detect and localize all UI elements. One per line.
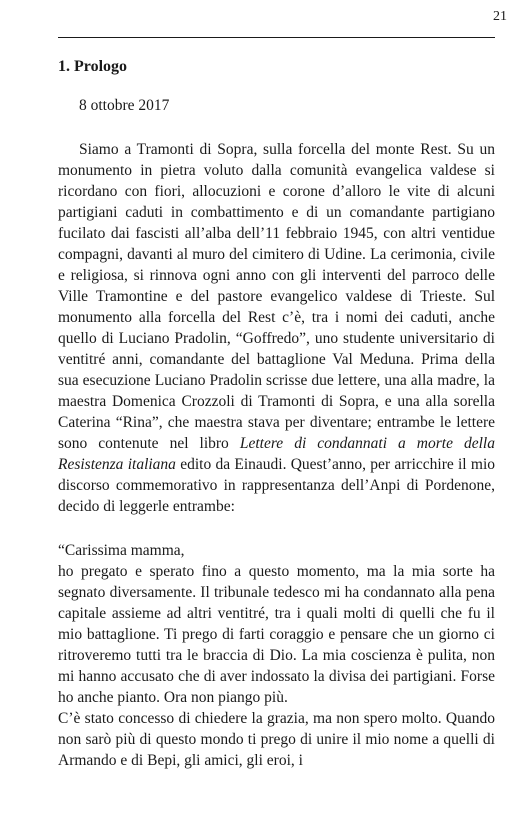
letter-quote bbox=[58, 540, 495, 771]
body-paragraph bbox=[58, 139, 495, 517]
page-content bbox=[58, 56, 495, 771]
letter-paragraph-1: ho pregato e sperato fino a questo momento, ma la mia sorte ha segnato diversamente. Il tribunale tedesco mi ha condannato alla pena capitale assieme ad altri ventitré, tra i quali molti di quelli che fu il mio battaglione. Ti prego di farti coraggio e pensare che un giorno ci ritroveremo tutti tra le braccia di Dio. La mia coscienza è pulita, non mi hanno accusato che di aver indossato la divisa dei partigiani. Forse ho anche pianto. Ora non piango più. bbox=[58, 563, 495, 706]
page-number: 21 bbox=[493, 9, 507, 24]
body-text-part1: Siamo a Tramonti di Sopra, sulla forcella del monte Rest. Su un monumento in pietra voluto dalla comunità evangelica valdese si ricordano con fiori, allocuzioni e corone d’alloro le vite di alcuni partigiani caduti in combattimento e di un comandante partigiano fucilato dai fascisti all’alba dell’11 febbraio 1945, con altri ventidue compagni, davanti al muro del cimitero di Udine. La cerimonia, civile e religiosa, si rinnova ogni anno con gli interventi del parroco delle Ville Tramontine e del pastore evangelico valdese di Trieste. Sul monumento alla forcella del Rest c’è, tra i nomi dei caduti, anche quello di Luciano Pradolin, “Goffredo”, uno studente universitario di ventitré anni, comandante del battaglione Val Meduna. Prima della sua esecuzione Luciano Pradolin scrisse due lettere, una alla madre, la maestra Domenica Crozzoli di Tramonti di Sopra, e una alla sorella Caterina “Rina”, che maestra stava per diventare; entrambe le lettere sono contenute nel libro bbox=[58, 141, 495, 452]
book-title: Lettere di condannati a morte della Resistenza italiana bbox=[58, 435, 495, 473]
date-line: 8 ottobre 2017 bbox=[79, 97, 170, 114]
header-rule bbox=[58, 37, 495, 38]
chapter-title: 1. Prologo bbox=[58, 58, 128, 75]
body-text-part2: edito da Einaudi. Quest’anno, per arricchire il mio discorso commemorativo in rappresentanza dell’Anpi di Pordenone, decido di leggerle entrambe: bbox=[58, 456, 495, 515]
letter-salutation: “Carissima mamma, bbox=[58, 542, 185, 559]
letter-paragraph-2: C’è stato concesso di chiedere la grazia, ma non spero molto. Quando non sarò più di questo mondo ti prego di unire il mio nome a quelli di Armando e di Bepi, gli amici, gli eroi, i bbox=[58, 710, 495, 769]
